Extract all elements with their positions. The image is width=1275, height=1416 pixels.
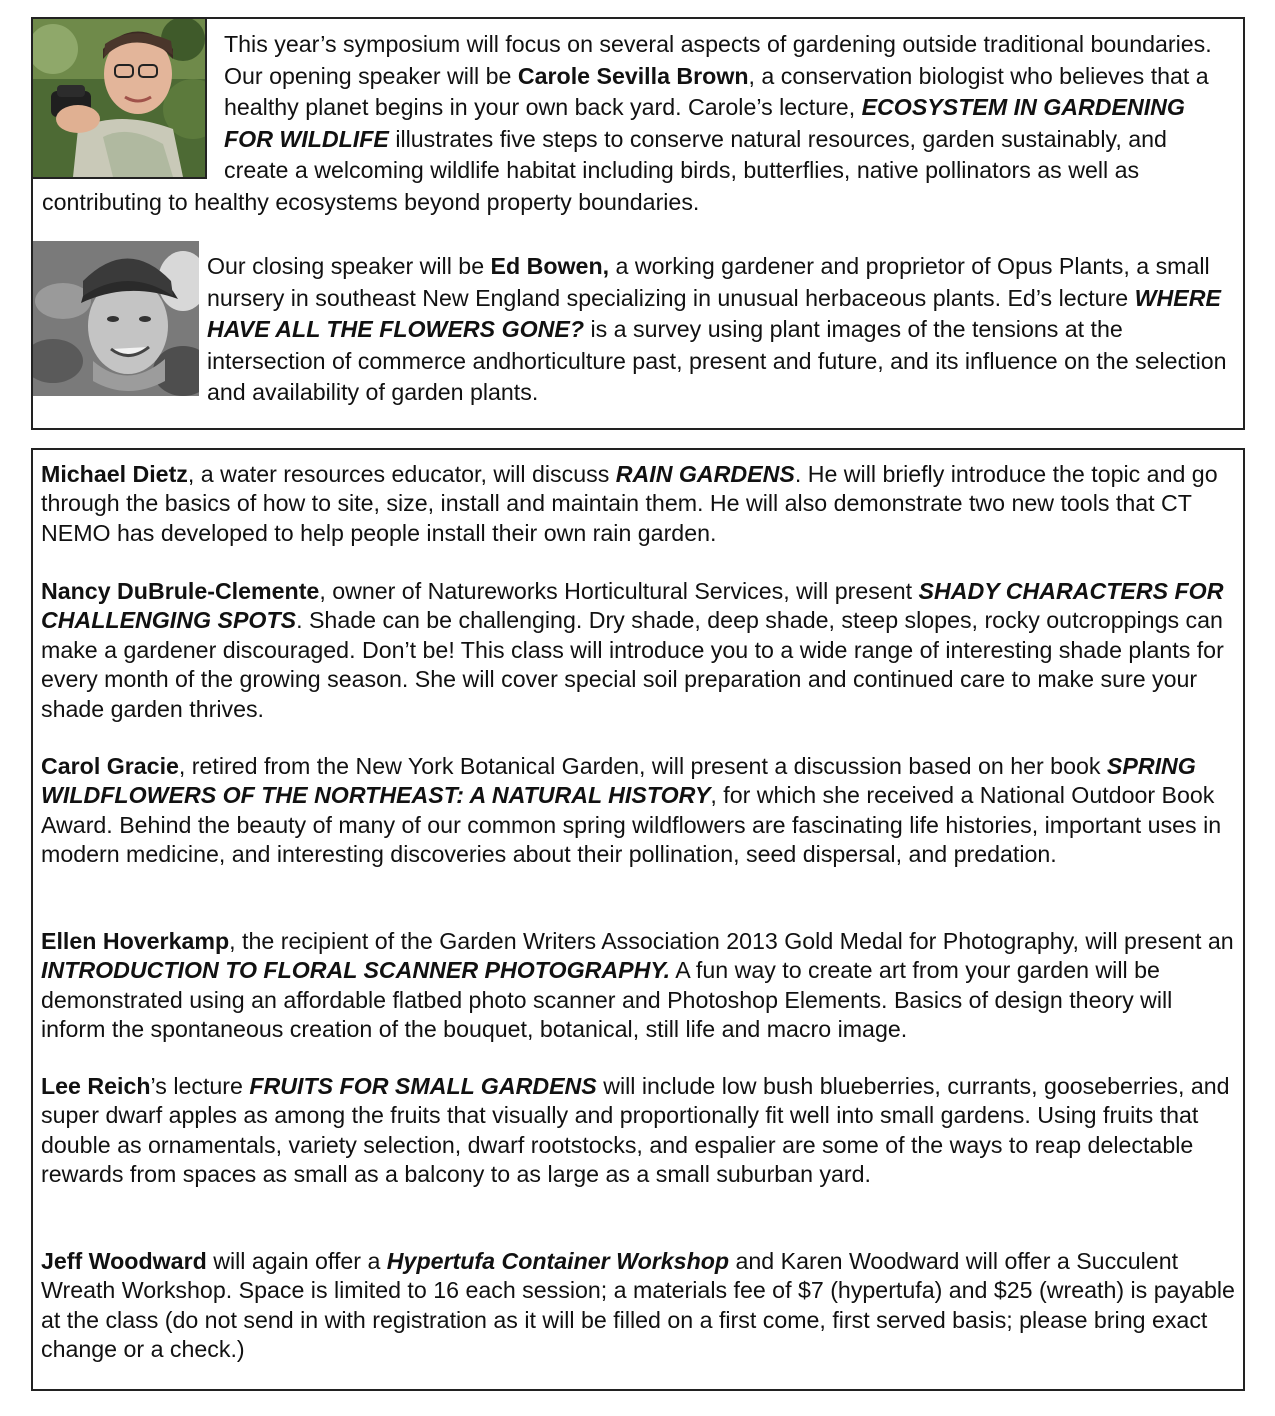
closing-speaker-paragraph <box>207 251 1239 409</box>
closing-speaker-bio: a working gardener and proprietor of Opus Plants, a small nursery in southeast New England specializing in unusual herbaceous plants. Ed’s lecture <box>207 253 1210 311</box>
closing-lecture-description: is a survey using plant images of the tensions at the intersection of commerce andhorticulture past, present and future, and its influence on the selection and availability of garden plants. <box>207 316 1227 405</box>
keynote-speakers-box <box>31 17 1245 430</box>
speaker-jeff-woodward <box>41 1247 1237 1365</box>
speaker-michael-dietz <box>41 460 1237 548</box>
speaker-lee-reich <box>41 1072 1237 1190</box>
speaker-intro: , the recipient of the Garden Writers Association 2013 Gold Medal for Photography, will present an <box>229 928 1234 954</box>
session-description: will include low bush blueberries, currants, gooseberries, and super dwarf apples as among the fruits that visually and proportionally fit well into small gardens. Using fruits that double as ornamentals, variety selection, dwarf rootstocks, and espalier are some of the ways to reap delectable rewards from spaces as small as a balcony to as large as a small suburban yard. <box>41 1073 1230 1188</box>
speaker-ellen-hoverkamp <box>41 927 1237 1045</box>
opening-lecture-description: illustrates five steps to conserve natural resources, garden sustainably, and create a welcoming wildlife habitat including birds, butterflies, native pollinators as well as contributing to healthy ecosystems beyond property boundaries. <box>42 125 1167 215</box>
opening-intro-text: This year’s symposium will focus on several aspects of gardening outside traditional boundaries. Our opening speaker will be <box>224 31 1212 89</box>
opening-speaker-name: Carole Sevilla Brown <box>517 62 749 89</box>
opening-lecture-title: ECOSYSTEM IN GARDENING FOR WILDLIFE <box>224 94 1185 152</box>
speaker-carol-gracie <box>41 752 1237 870</box>
man-in-cap-image <box>33 241 199 396</box>
session-title: INTRODUCTION TO FLORAL SCANNER PHOTOGRAPHY. <box>41 957 671 984</box>
speaker-name: Michael Dietz <box>41 461 188 487</box>
session-title: Hypertufa Container Workshop <box>386 1248 730 1274</box>
closing-speaker-name: Ed Bowen, <box>490 253 610 279</box>
closing-intro-text: Our closing speaker will be <box>207 253 491 279</box>
opening-speaker-bio: , a conservation biologist who believes that a healthy planet begins in your own back yard. Carole’s lecture, <box>224 62 1209 120</box>
speaker-name: Carol Gracie <box>41 753 179 779</box>
session-description: . He will briefly introduce the topic and go through the basics of how to site, size, install and maintain them. He will also demonstrate two new tools that CT NEMO has developed to help people install their own rain garden. <box>41 461 1218 546</box>
session-title: RAIN GARDENS <box>615 461 795 487</box>
session-speakers-box <box>31 448 1245 1391</box>
speaker-intro: will again offer a <box>206 1248 387 1274</box>
session-description: . Shade can be challenging. Dry shade, deep shade, steep slopes, rocky outcroppings can make a gardener discouraged. Don’t be! This class will introduce you to a wide range of interesting shade plants for every month of the growing season. She will cover special soil preparation and continued care to make sure your shade garden thrives. <box>41 607 1224 722</box>
speaker-name: Ellen Hoverkamp <box>41 928 230 954</box>
speaker-intro: , owner of Natureworks Horticultural Services, will present <box>319 578 919 604</box>
speaker-name: Nancy DuBrule-Clemente <box>41 578 320 604</box>
ed-bowen-photo <box>33 241 199 396</box>
closing-lecture-title: WHERE HAVE ALL THE FLOWERS GONE? <box>207 284 1221 342</box>
session-title: SHADY CHARACTERS FOR CHALLENGING SPOTS <box>41 578 1224 634</box>
speaker-nancy-dubrule-clemente <box>41 577 1237 724</box>
speaker-intro: , a water resources educator, will discuss <box>187 461 616 487</box>
session-title: SPRING WILDFLOWERS OF THE NORTHEAST: A NATURAL HISTORY <box>41 753 1196 809</box>
session-description: A fun way to create art from your garden will be demonstrated using an affordable flatbed photo scanner and Photoshop Elements. Basics of design theory will inform the spontaneous creation of the bouquet, botanical, still life and macro image. <box>41 957 1173 1043</box>
session-description: , for which she received a National Outdoor Book Award. Behind the beauty of many of our common spring wildflowers are fascinating life histories, important uses in modern medicine, and interesting discoveries about their pollination, seed dispersal, and predation. <box>41 782 1222 868</box>
speaker-intro: , retired from the New York Botanical Garden, will present a discussion based on her book <box>178 753 1107 779</box>
opening-speaker-paragraph <box>42 29 1237 218</box>
session-description: and Karen Woodward will offer a Succulent Wreath Workshop. Space is limited to 16 each session; a materials fee of $7 (hypertufa) and $25 (wreath) is payable at the class (do not send in with registration as it will be filled on a first come, first served basis; please bring exact change or a check.) <box>41 1248 1235 1363</box>
speaker-name: Lee Reich <box>41 1073 151 1099</box>
speaker-intro: ’s lecture <box>150 1073 250 1099</box>
session-title: FRUITS FOR SMALL GARDENS <box>249 1073 597 1099</box>
speaker-name: Jeff Woodward <box>41 1248 207 1274</box>
